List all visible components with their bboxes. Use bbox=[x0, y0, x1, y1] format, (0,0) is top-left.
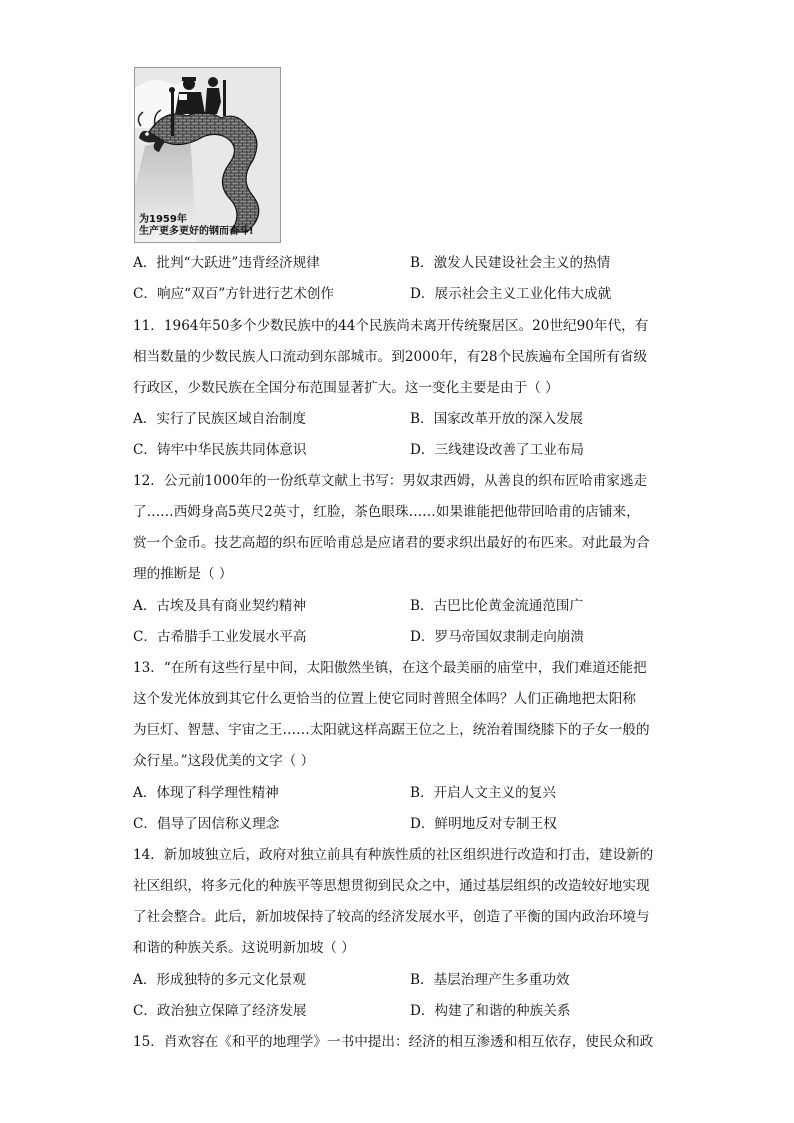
q12-stem-line-3: 赏一个金币。技艺高超的织布匠哈甫总是应诸君的要求织出最好的布匹来。对此最为合 bbox=[133, 535, 650, 551]
q10-option-b: B．激发人民建设社会主义的热情 bbox=[410, 255, 611, 271]
poster-caption-year: 为1959年 bbox=[139, 214, 187, 225]
q13-option-a: A．体现了科学理性精神 bbox=[133, 785, 279, 801]
q15-stem-line-1: 15．肖欢容在《和平的地理学》一书中提出：经济的相互渗透和相互依存，使民众和政 bbox=[133, 1034, 654, 1050]
q11-stem-line-1: 11．1964年50多个少数民族中的44个民族尚未离开传统聚居区。20世纪90年代，有 bbox=[133, 318, 649, 334]
q12-option-a: A．古埃及具有商业契约精神 bbox=[133, 598, 306, 614]
q12-option-d: D．罗马帝国奴隶制走向崩溃 bbox=[410, 629, 585, 645]
q12-stem-line-1: 12．公元前1000年的一份纸草文献上书写：男奴隶西姆，从善良的织布匠哈甫家逃走 bbox=[133, 473, 648, 489]
q12-option-c: C．古希腊手工业发展水平高 bbox=[133, 629, 307, 645]
q14-option-d: D．构建了和谐的种族关系 bbox=[410, 1003, 571, 1019]
q13-option-b: B．开启人文主义的复兴 bbox=[410, 785, 556, 801]
q10-option-a: A．批判“大跃进”违背经济规律 bbox=[133, 255, 320, 271]
q13-stem-line-3: 为巨灯、智慧、宇宙之王……太阳就这样高踞王位之上，统治着围绕膝下的子女一般的 bbox=[133, 722, 650, 738]
q14-option-b: B．基层治理产生多重功效 bbox=[410, 972, 570, 988]
q12-stem-line-4: 理的推断是（ ） bbox=[133, 566, 233, 582]
q10-option-d: D．展示社会主义工业化伟大成就 bbox=[410, 286, 612, 302]
q11-option-b: B．国家改革开放的深入发展 bbox=[410, 411, 584, 427]
q14-stem-line-3: 了社会整合。此后，新加坡保持了较高的经济发展水平，创造了平衡的国内政治环境与 bbox=[133, 909, 650, 925]
q13-option-d: D．鲜明地反对专制王权 bbox=[410, 816, 557, 832]
q13-stem-line-2: 这个发光体放到其它什么更恰当的位置上使它同时普照全体吗？人们正确地把太阳称 bbox=[133, 691, 636, 707]
q11-option-c: C．铸牢中华民族共同体意识 bbox=[133, 442, 307, 458]
q14-option-a: A．形成独特的多元文化景观 bbox=[133, 972, 306, 988]
q13-stem-line-1: 13．“在所有这些行星中间，太阳傲然坐镇，在这个最美丽的庙堂中，我们难道还能把 bbox=[133, 660, 647, 676]
q14-stem-line-1: 14．新加坡独立后，政府对独立前具有种族性质的社区组织进行改造和打击，建设新的 bbox=[133, 847, 654, 863]
q11-option-d: D．三线建设改善了工业布局 bbox=[410, 442, 585, 458]
q13-stem-line-4: 众行星。”这段优美的文字（ ） bbox=[133, 753, 315, 769]
q14-option-c: C．政治独立保障了经济发展 bbox=[133, 1003, 307, 1019]
q10-option-c: C．响应“双百”方针进行艺术创作 bbox=[133, 286, 335, 302]
propaganda-poster-image bbox=[134, 67, 281, 243]
q11-stem-line-3: 行政区，少数民族在全国分布范围显著扩大。这一变化主要是由于（ ） bbox=[133, 380, 559, 396]
poster-caption bbox=[139, 214, 276, 238]
q11-option-a: A．实行了民族区域自治制度 bbox=[133, 411, 306, 427]
q14-stem-line-2: 社区组织，将多元化的种族平等思想贯彻到民众之中，通过基层组织的改造较好地实现 bbox=[133, 878, 650, 894]
q12-option-b: B．古巴比伦黄金流通范围广 bbox=[410, 598, 584, 614]
q11-stem-line-2: 相当数量的少数民族人口流动到东部城市。到2000年，有28个民族遍布全国所有省级 bbox=[133, 349, 648, 365]
poster-caption-slogan: 生产更多更好的钢而奋斗! bbox=[139, 226, 254, 237]
q14-stem-line-4: 和谐的种族关系。这说明新加坡（ ） bbox=[133, 940, 355, 956]
q13-option-c: C．倡导了因信称义理念 bbox=[133, 816, 280, 832]
q12-stem-line-2: 了……西姆身高5英尺2英寸，红脸，茶色眼珠……如果谁能把他带回哈甫的店铺来， bbox=[133, 504, 640, 520]
